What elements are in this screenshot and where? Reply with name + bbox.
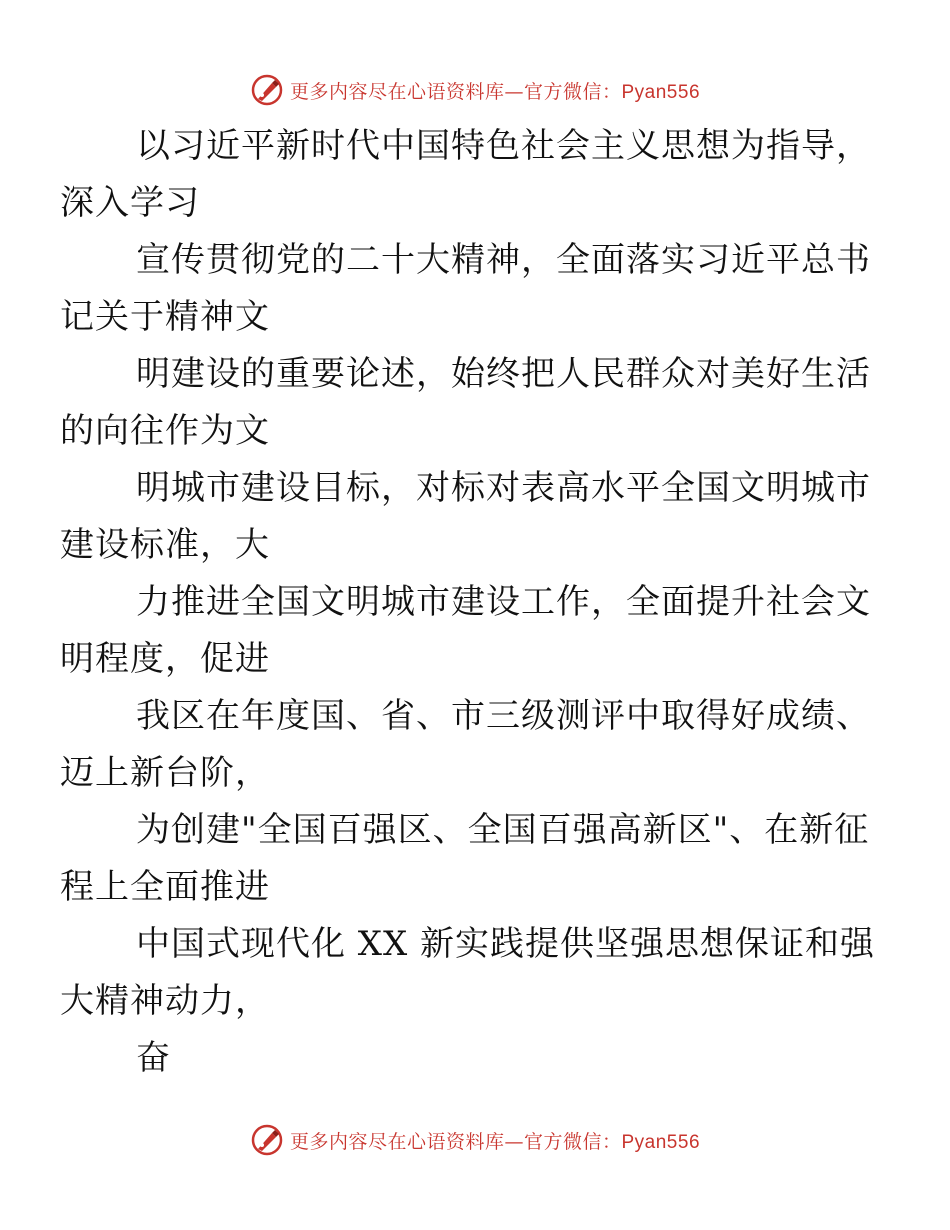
pen-logo-icon (250, 73, 284, 107)
paragraph-line: 记关于精神文 (60, 297, 270, 337)
header-banner-text: 更多内容尽在心语资料库—官方微信： (289, 80, 622, 103)
footer-banner-text: 更多内容尽在心语资料库—官方微信： (289, 1130, 622, 1153)
paragraph (60, 574, 871, 688)
paragraph (60, 916, 876, 1030)
paragraph (98, 1030, 858, 1087)
paragraph-line: 明城市建设目标，对标对表高水平全国文明城市 (136, 468, 871, 508)
paragraph-line: 大精神动力， (60, 981, 270, 1021)
paragraph-line: 宣传贯彻党的二十大精神，全面落实习近平总书 (136, 240, 871, 280)
paragraph-line: 程上全面推进 (60, 867, 270, 907)
paragraph-line: 中国式现代化 XX 新实践提供坚强思想保证和强 (136, 924, 876, 964)
paragraph-line: 的向往作为文 (60, 411, 270, 451)
paragraph (60, 346, 871, 460)
footer-banner (0, 1120, 950, 1160)
paragraph (60, 688, 871, 802)
paragraph (60, 802, 870, 916)
pen-logo-icon (250, 1123, 284, 1157)
paragraph-line: 深入学习 (60, 183, 200, 223)
paragraph-line: 以习近平新时代中国特色社会主义思想为指导， (136, 126, 871, 166)
header-banner (0, 70, 950, 110)
paragraph (60, 118, 871, 232)
document-body (60, 118, 876, 1087)
paragraph-line: 力推进全国文明城市建设工作，全面提升社会文 (136, 582, 871, 622)
paragraph-line: 奋 (136, 1038, 171, 1078)
header-banner-wechat: Pyan556 (621, 81, 701, 103)
paragraph-line: 建设标准，大 (60, 525, 270, 565)
paragraph-line: 明建设的重要论述，始终把人民群众对美好生活 (136, 354, 871, 394)
paragraph (60, 232, 871, 346)
paragraph-line: 明程度，促进 (60, 639, 270, 679)
paragraph (60, 460, 871, 574)
footer-banner-wechat: Pyan556 (621, 1131, 701, 1153)
paragraph-line: 迈上新台阶， (60, 753, 270, 793)
paragraph-line: 为创建"全国百强区、全国百强高新区"、在新征 (136, 810, 870, 850)
paragraph-line: 我区在年度国、省、市三级测评中取得好成绩、 (136, 696, 871, 736)
